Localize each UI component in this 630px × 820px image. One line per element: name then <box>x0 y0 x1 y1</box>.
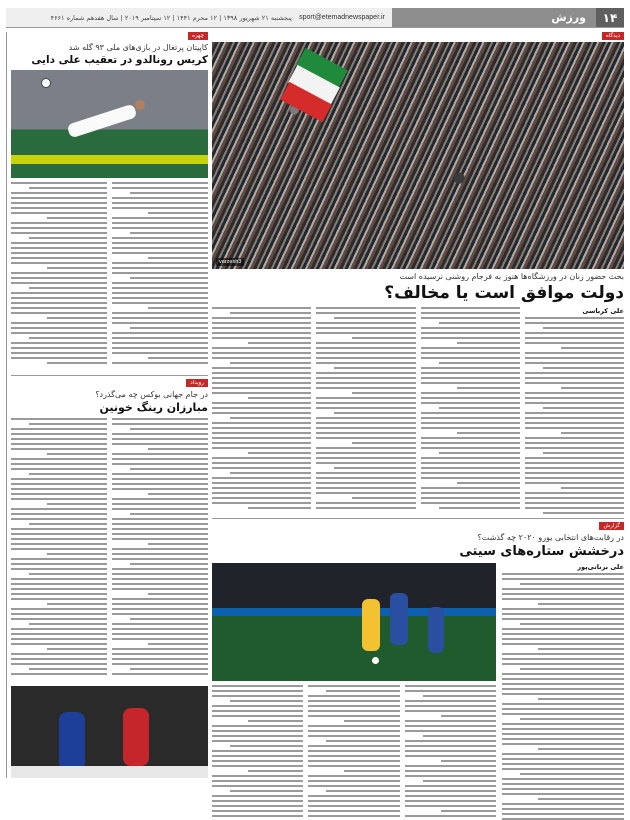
text-column <box>212 307 311 515</box>
photo-credit: varzesh3 <box>216 258 244 266</box>
page-number: ۱۴ <box>596 8 624 27</box>
football-photo <box>212 563 496 681</box>
main-article-area <box>212 32 624 820</box>
left-bottom-subhead: در جام جهانی بوکس چه می‌گذرد؟ <box>95 390 208 399</box>
main-kicker: دیدگاه <box>602 32 624 40</box>
player-diving <box>67 104 138 139</box>
boxing-photo <box>11 686 208 778</box>
stadium-photo <box>212 42 624 269</box>
text-column <box>421 307 520 515</box>
second-text-lead <box>502 563 624 820</box>
second-kicker-bar <box>212 522 624 530</box>
left-bottom-body-text <box>11 418 208 682</box>
left-top-subhead: کاپیتان پرتغال در بازی‌های ملی ۹۳ گله شد <box>68 43 208 52</box>
second-article <box>212 563 624 820</box>
main-author: علی کرباسی <box>582 307 624 315</box>
ronaldo-photo <box>11 70 208 178</box>
boxer-red <box>123 708 149 766</box>
section-divider <box>212 518 624 519</box>
second-photo-and-text <box>212 563 496 820</box>
issue-date: پنجشنبه ۲۱ شهریور ۱۳۹۸ | ۱۲ محرم ۱۴۴۱ | ۱۲ سپتامبر ۲۰۱۹ | سال هفدهم شماره ۴۶۶۱ <box>6 8 292 27</box>
masthead <box>6 8 624 28</box>
boxer-blue <box>59 712 85 770</box>
main-headline: دولت موافق است یا مخالف؟ <box>384 283 624 303</box>
left-column <box>6 32 208 778</box>
section-email[interactable]: sport@etemadnewspaper.ir <box>292 8 392 27</box>
text-column <box>525 307 624 515</box>
adboard-strip <box>11 155 208 164</box>
left-bottom-kicker-bar <box>11 379 208 387</box>
left-divider <box>11 375 208 376</box>
football-ball <box>372 657 379 664</box>
left-bottom-kicker: رویداد <box>186 379 208 387</box>
second-kicker: گزارش <box>599 522 624 530</box>
text-column <box>316 307 415 515</box>
second-body-text <box>212 685 496 820</box>
left-top-headline: کریس رونالدو در تعقیب علی دایی <box>31 54 208 66</box>
left-top-body-text <box>11 182 208 372</box>
boxing-ring-floor <box>11 766 208 778</box>
main-kicker-bar <box>212 32 624 40</box>
main-body-text <box>212 307 624 515</box>
second-headline: درخشش ستاره‌های سیتی <box>459 544 624 559</box>
main-subhead: بحث حضور زنان در ورزشگاه‌ها هنوز به فرجام روشنی نرسیده است <box>399 272 624 281</box>
ball <box>41 78 51 88</box>
left-top-kicker: چهره <box>188 32 208 40</box>
left-top-kicker-bar <box>11 32 208 40</box>
stadium-adboard <box>212 608 496 616</box>
player-yellow <box>362 599 380 651</box>
second-subhead: در رقابت‌های انتخابی یورو ۲۰۲۰ چه گذشت؟ <box>477 533 624 542</box>
left-bottom-headline: مبارزان رینگ خونین <box>99 401 208 414</box>
section-title: ورزش <box>392 8 596 27</box>
player-blue-2 <box>428 607 444 653</box>
second-author: علی برناتی‌پور <box>577 563 624 571</box>
player-blue <box>390 593 408 645</box>
player-head <box>135 100 145 110</box>
